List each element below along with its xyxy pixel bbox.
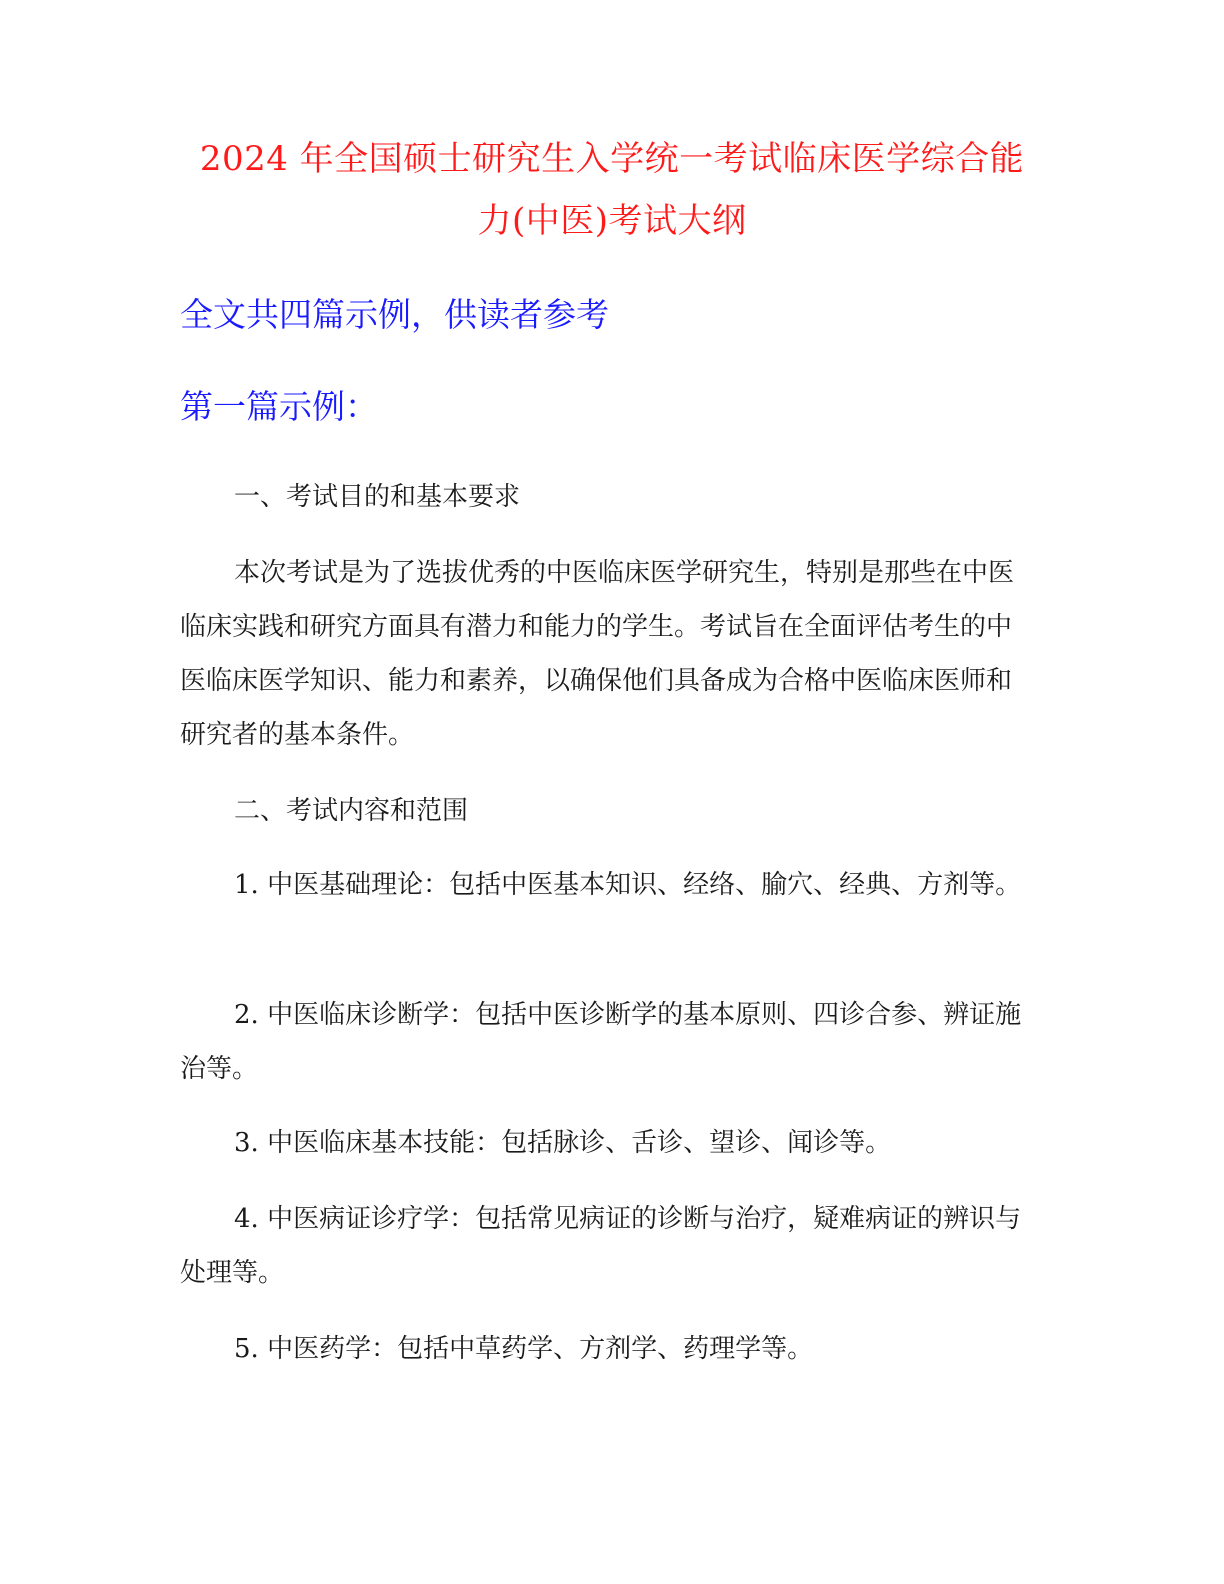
list-item-5: 5. 中医药学：包括中草药学、方剂学、药理学等。 [234, 1334, 814, 1364]
section-2-heading: 二、考试内容和范围 [234, 796, 469, 826]
list-item-2: 2. 中医临床诊断学：包括中医诊断学的基本原则、四诊合参、辨证施治等。 [180, 1000, 1022, 1084]
title-line-1: 2024 年全国硕士研究生入学统一考试临床医学综合能 [199, 139, 1025, 179]
document-subtitle: 全文共四篇示例，供读者参考 [180, 295, 609, 334]
example-heading: 第一篇示例： [180, 387, 378, 426]
title-line-2: 力(中医)考试大纲 [477, 201, 747, 241]
section-1-heading: 一、考试目的和基本要求 [234, 482, 521, 512]
list-item-4: 4. 中医病证诊疗学：包括常见病证的诊断与治疗，疑难病证的辨识与处理等。 [180, 1204, 1022, 1288]
document-title [180, 128, 1044, 252]
list-item-3: 3. 中医临床基本技能：包括脉诊、舌诊、望诊、闻诊等。 [234, 1128, 892, 1158]
section-1-paragraph: 本次考试是为了选拔优秀的中医临床医学研究生，特别是那些在中医临床实践和研究方面具有潜力和能力的学生。考试旨在全面评估考生的中医临床医学知识、能力和素养，以确保他们具备成为合格中医临床医师和研究者的基本条件。 [180, 558, 1015, 750]
list-item-1: 1. 中医基础理论：包括中医基本知识、经络、腧穴、经典、方剂等。 [234, 870, 1022, 900]
